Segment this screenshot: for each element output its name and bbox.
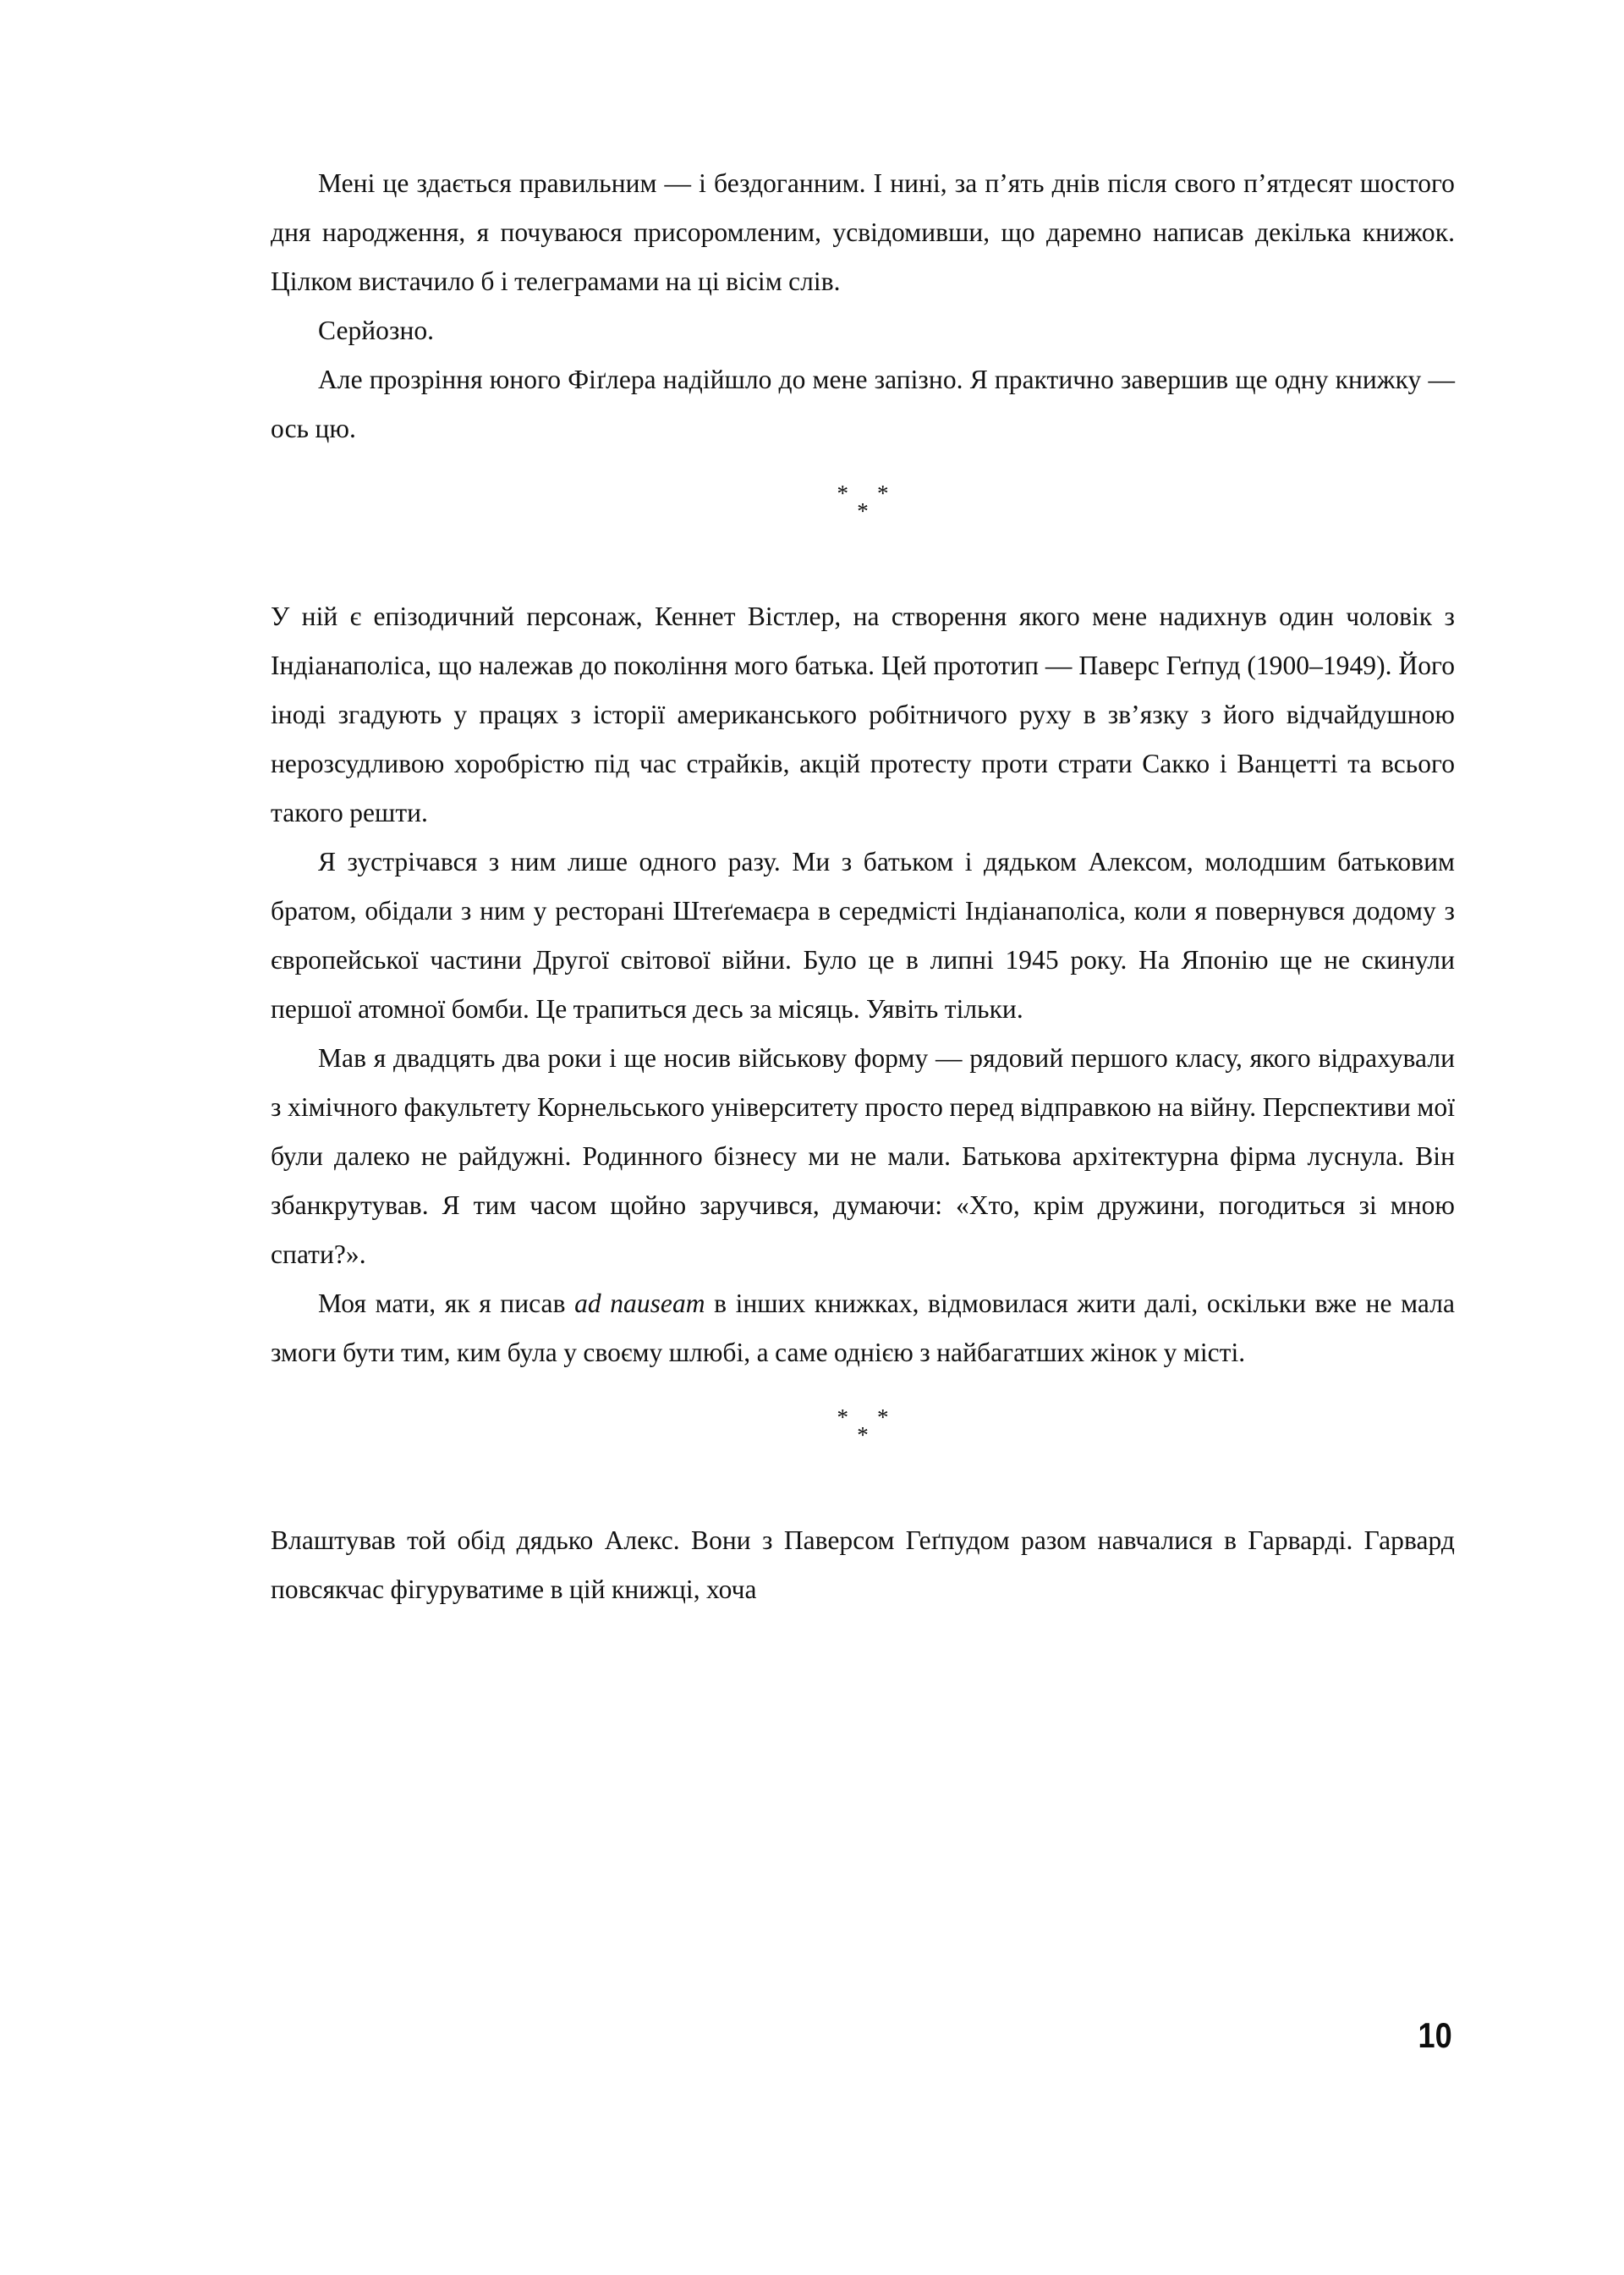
asterisk-icon: *: [877, 481, 889, 506]
asterisk-icon: *: [877, 1404, 889, 1430]
asterisk-icon: *: [837, 1404, 848, 1430]
paragraph-7-run-1: Моя мати, як я писав: [318, 1289, 575, 1318]
paragraph-5: Я зустрічався з ним лише одного разу. Ми з батьком і дядьком Алексом, молодшим батьковим братом, обідали з ним у ресторані Штеґемаєра в середмісті Індіанаполіса, коли я повернувся додому з європейської частини Другої світової війни. Було це в липні 1945 року. На Японію ще не скинули першої атомної бомби. Це трапиться десь за місяць. Уявіть тільки.: [271, 847, 1455, 1024]
section-divider-2: [271, 1406, 1455, 1494]
paragraph-8: Влаштував той обід дядько Алекс. Вони з Паверсом Геґпудом разом навчалися в Гарварді. Гарвард повсякчас фігуруватиме в цій книжці, хоча: [271, 1525, 1455, 1604]
paragraph-3: Але прозріння юного Фіґлера надійшло до мене запізно. Я практично завершив ще одну книжку — ось цю.: [271, 365, 1455, 443]
asterisk-icon: *: [857, 498, 869, 524]
paragraph-1: Мені це здається правильним — і бездоганним. І нині, за п’ять днів після свого п’ятдесят шостого дня народження, я почуваюся присоромленим, усвідомивши, що даремно написав декілька книжок. Цілком вистачило б і телеграмами на ці вісім слів.: [271, 168, 1455, 296]
section-divider-1: [271, 482, 1455, 570]
divider-bottom-row: [857, 1424, 869, 1447]
divider-bottom-row: [857, 500, 869, 523]
spacer-after-divider-1: [271, 570, 1455, 592]
spacer-after-divider-2: [271, 1494, 1455, 1516]
paragraph-7: [271, 1279, 1455, 1377]
asterisk-icon: *: [837, 481, 848, 506]
asterisk-icon: *: [857, 1422, 869, 1448]
page-number: 10: [1418, 2015, 1452, 2055]
paragraph-4: У ній є епізодичний персонаж, Кеннет Вістлер, на створення якого мене надихнув один чоловік з Індіанаполіса, що належав до покоління мого батька. Цей прототип — Паверс Геґпуд (1900–1949). Його іноді згадують у працях з історії американського робітничого руху в зв’язку з його відчайдушною нерозсудливою хоробрістю під час страйків, акцій протесту проти страти Сакко і Ванцетті та всього такого решти.: [271, 602, 1455, 827]
paragraph-7-run-3: в інших книжках, відмовилася жити далі, оскільки вже не мала змоги бути тим, ким була у своєму шлюбі, а саме однією з найбагатших жінок у місті.: [271, 1289, 1455, 1367]
paragraph-6: Мав я двадцять два роки і ще носив військову форму — рядовий першого класу, якого відрахували з хімічного факультету Корнельського університету просто перед відправкою на війну. Перспективи мої були далеко не райдужні. Родинного бізнесу ми не мали. Батькова архітектурна фірма луснула. Він збанкрутував. Я тим часом щойно заручився, думаючи: «Хто, крім дружини, погодиться зі мною спати?».: [271, 1043, 1455, 1269]
spacer-before-divider-2: [271, 1377, 1455, 1406]
paragraph-7-run-italic: ad nauseam: [574, 1289, 705, 1318]
page-text-block: [271, 159, 1455, 1614]
spacer-before-divider-1: [271, 453, 1455, 482]
paragraph-2: Серйозно.: [318, 316, 435, 345]
